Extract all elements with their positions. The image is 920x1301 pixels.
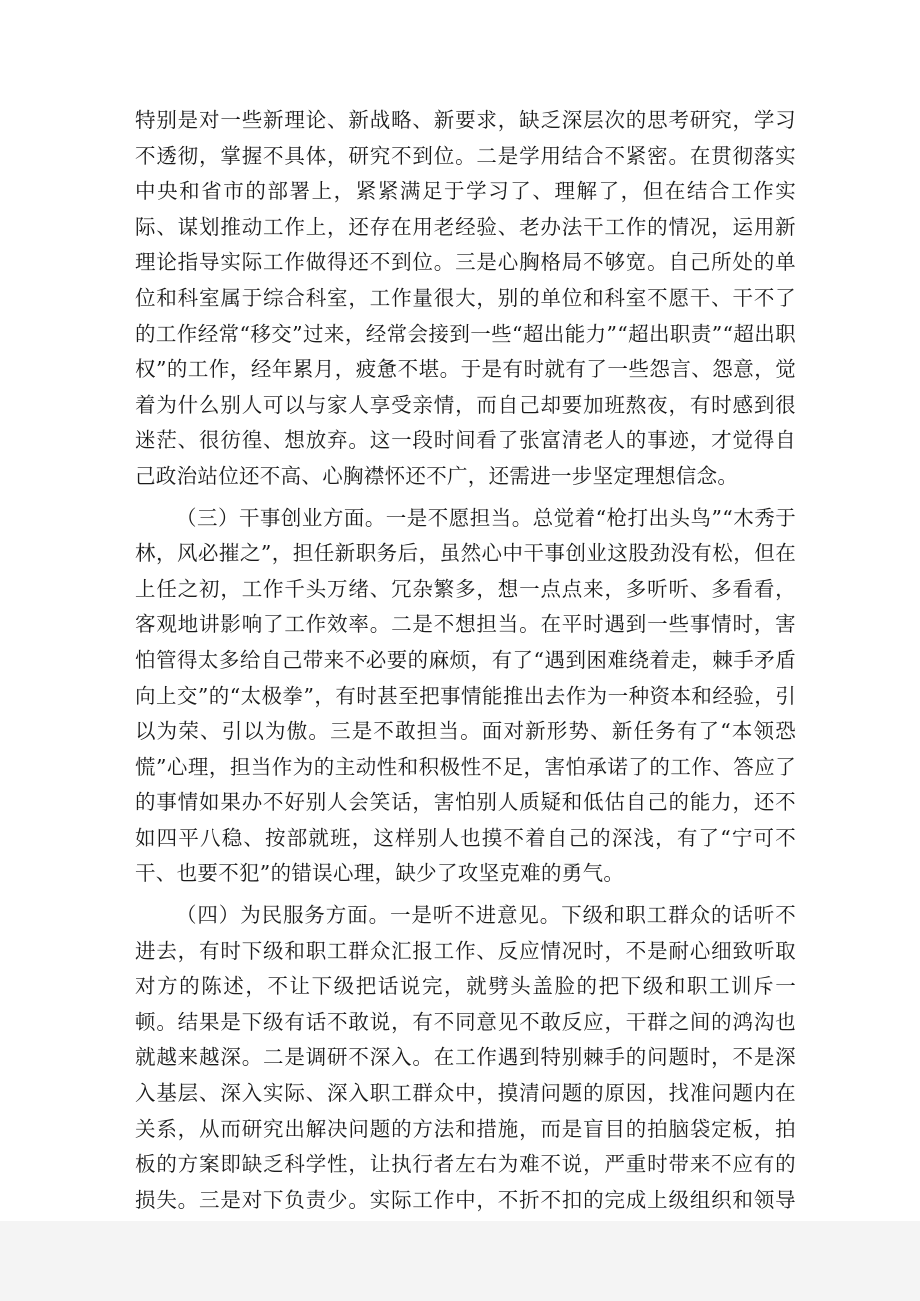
paragraph-public-service: （四）为民服务方面。一是听不进意见。下级和职工群众的话听不进去，有时下级和职工群众汇报工作、反应情况时，不是耐心细致听取对方的陈述，不让下级把话说完，就劈头盖脸的把下级和职工训斥一顿。结果是下级有话不敢说，有不同意见不敢反应，干群之间的鸿沟也就越来越深。二是调研不深入。在工作遇到特别棘手的问题时，不是深入基层、深入实际、深入职工群众中，摸清问题的原因，找准问题内在关系，从而研究出解决问题的方法和措施，而是盲目的拍脑袋定板，拍板的方案即缺乏科学性，让执行者左右为难不说，严重时带来不应有的损失。三是对下负责少。实际工作中，不折不扣的完成上级组织和领导 xyxy=(135,903,796,1212)
paragraph-study: 特别是对一些新理论、新战略、新要求，缺乏深层次的思考研究，学习不透彻，掌握不具体，研究不到位。二是学用结合不紧密。在贯彻落实中央和省市的部署上，紧紧满足于学习了、理解了，但在结合工作实际、谋划推动工作上，还存在用老经验、老办法干工作的情况，运用新理论指导实际工作做得还不到位。三是心胸格局不够宽。自己所处的单位和科室属于综合科室，工作量很大，别的单位和科室不愿干、干不了的工作经常“移交”过来，经常会接到一些“超出能力”“超出职责”“超出职权”的工作，经年累月，疲惫不堪。于是有时就有了一些怨言、怨意，觉着为什么别人可以与家人享受亲情，而自己却要加班熬夜，有时感到很迷茫、很彷徨、想放弃。这一段时间看了张富清老人的事迹，才觉得自己政治站位还不高、心胸襟怀还不广，还需进一步坚定理想信念。 xyxy=(135,108,796,488)
page-footer-band xyxy=(0,1221,920,1301)
paragraph-entrepreneurship: （三）干事创业方面。一是不愿担当。总觉着“枪打出头鸟”“木秀于林，风必摧之”，担任新职务后，虽然心中干事创业这股劲没有松，但在上任之初，工作千头万绪、冗杂繁多，想一点点来，多听听、多看看，客观地讲影响了工作效率。二是不想担当。在平时遇到一些事情时，害怕管得太多给自己带来不必要的麻烦，有了“遇到困难绕着走，棘手矛盾向上交”的“太极拳”，有时甚至把事情能推出去作为一种资本和经验，引以为荣、引以为傲。三是不敢担当。面对新形势、新任务有了“本领恐慌”心理，担当作为的主动性和积极性不足，害怕承诺了的工作、答应了的事情如果办不好别人会笑话，害怕别人质疑和低估自己的能力，还不如四平八稳、按部就班，这样别人也摸不着自己的深浅，有了“宁可不干、也要不犯”的错误心理，缺少了攻坚克难的勇气。 xyxy=(135,505,796,886)
